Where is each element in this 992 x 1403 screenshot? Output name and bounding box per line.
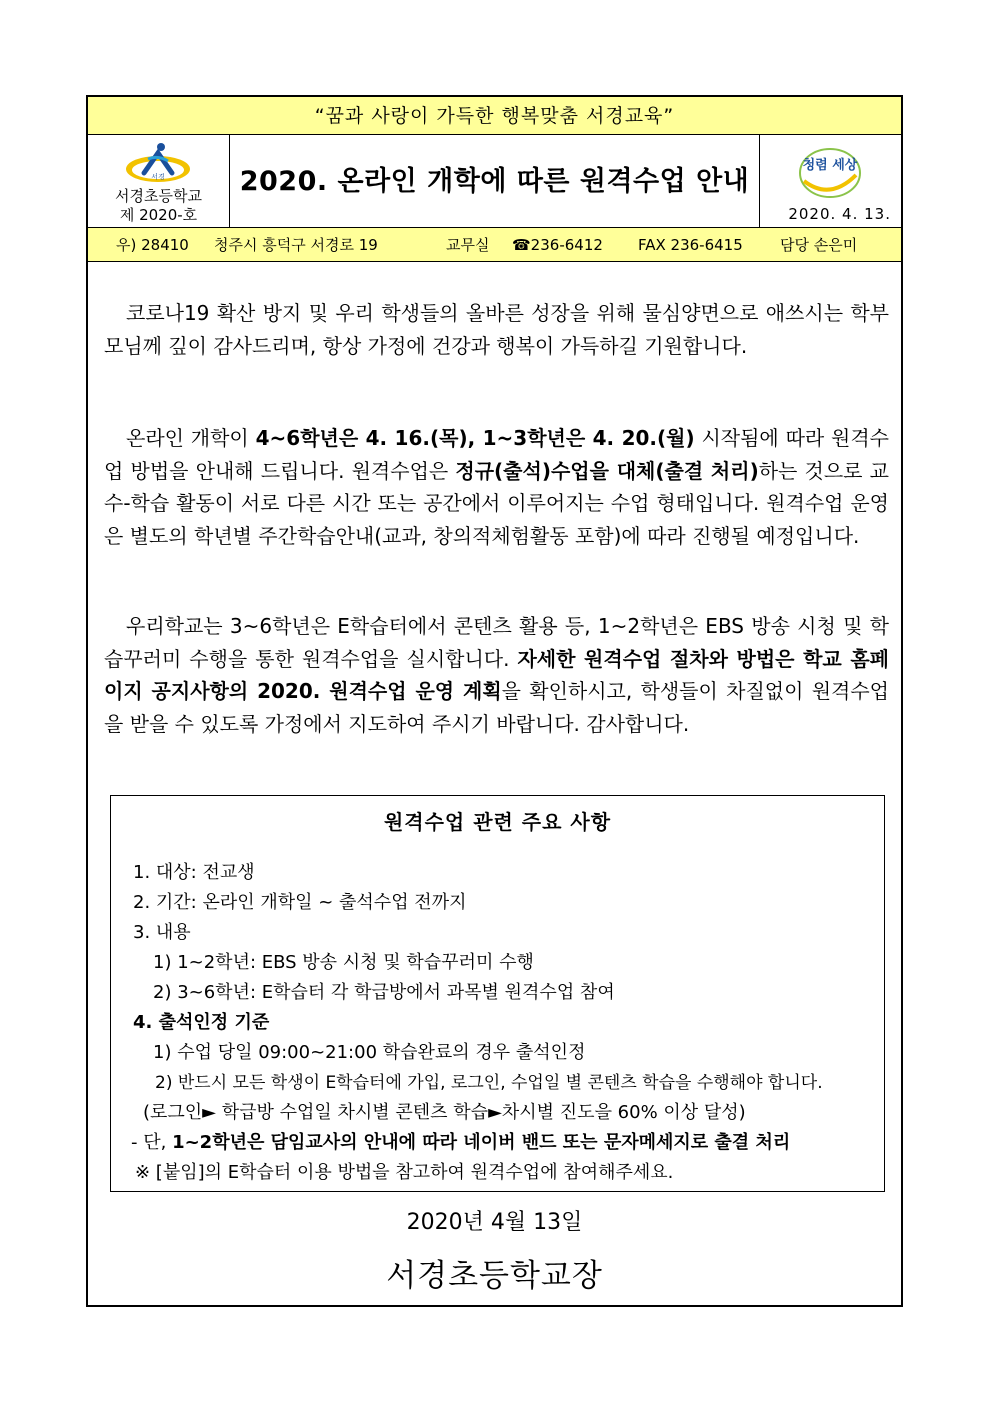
office-label: 교무실 <box>446 236 490 254</box>
paragraph-greeting <box>104 297 889 362</box>
item-attendance-1: 1) 수업 당일 09:00~21:00 학습완료의 경우 출석인정 <box>153 1042 586 1063</box>
document-frame <box>86 95 903 1307</box>
manager: 담당 손은미 <box>780 236 858 254</box>
school-logo-icon <box>124 139 192 185</box>
page-title: 2020. 온라인 개학에 따른 원격수업 안내 <box>239 166 750 197</box>
item-period: 2. 기간: 온라인 개학일 ~ 출석수업 전까지 <box>133 892 467 913</box>
note-grade-1-2: 1~2학년은 담임교사의 안내에 따라 네이버 밴드 또는 문자메세지로 출결 처리 <box>172 1132 791 1153</box>
school-name: 서경초등학교 <box>115 187 202 205</box>
schedule-text-2: 시작됨에 따라 원격수업 방법을 안내해 드립니다. 원격수업은 <box>104 426 890 483</box>
item-content-1: 1) 1~2학년: EBS 방송 시청 및 학습꾸러미 수행 <box>153 952 534 973</box>
schedule-dates: 4~6학년은 4. 16.(목), 1~3학년은 4. 20.(월) <box>255 426 695 450</box>
document-date: 2020. 4. 13. <box>788 205 891 223</box>
paragraph-schedule <box>104 422 889 552</box>
school-logo-label: 서경 <box>151 173 165 181</box>
item-reference: ※ [붙임]의 E학습터 이용 방법을 참고하여 원격수업에 참여해주세요. <box>135 1162 674 1183</box>
box-title: 원격수업 관련 주요 사항 <box>383 810 612 834</box>
schedule-text-1: 온라인 개학이 <box>126 426 256 450</box>
note-prefix: - 단, <box>131 1132 173 1153</box>
signature-date: 2020년 4월 13일 <box>406 1210 583 1235</box>
contact-bar <box>88 228 901 262</box>
school-block <box>88 135 230 227</box>
phone-number: ☎236-6412 <box>512 236 603 254</box>
item-content: 3. 내용 <box>133 922 191 943</box>
date-block <box>759 135 901 227</box>
signer-name: 서경초등학교장 <box>386 1258 603 1294</box>
header <box>88 135 901 228</box>
item-attendance: 4. 출석인정 기준 <box>133 1012 270 1033</box>
item-attendance-2: 2) 반드시 모든 학생이 E학습터에 가입, 로그인, 수업일 별 콘텐츠 학습을 수행해야 합니다. <box>155 1073 823 1093</box>
schedule-attendance: 정규(출석)수업을 대체(출결 처리) <box>455 458 759 483</box>
postal-code: 우) 28410 <box>116 236 189 254</box>
method-text-2: 을 확인하시고, 학생들이 차질없이 원격수업을 받을 수 있도록 가정에서 지도하여 주시기 바랍니다. 감사합니다. <box>104 679 889 736</box>
integrity-logo-label: 청렴 세상 <box>802 158 858 173</box>
motto-banner: “꿈과 사랑이 가득한 행복맞춤 서경교육” <box>88 97 901 135</box>
schedule-text-3: 하는 것으로 교수-학습 활동이 서로 다른 시간 또는 공간에서 이루어지는 수업 형태입니다. 원격수업 운영은 별도의 학년별 주간학습안내(교과, 창의적체험활동 포함)에 따라 진행될 예정입니다. <box>104 458 890 548</box>
item-attendance-3: (로그인► 학급방 수업일 차시별 콘텐츠 학습►차시별 진도을 60% 이상 달성) <box>143 1102 746 1123</box>
paragraph-method <box>104 610 889 740</box>
issue-number: 제 2020-호 <box>119 206 198 224</box>
fax-number: FAX 236-6415 <box>638 236 743 254</box>
item-content-2: 2) 3~6학년: E학습터 각 학급방에서 과목별 원격수업 참여 <box>153 982 615 1003</box>
address: 청주시 흥덕구 서경로 19 <box>214 236 378 254</box>
greeting-text: 코로나19 확산 방지 및 우리 학생들의 올바른 성장을 위해 물심양면으로 애쓰시는 학부모님께 깊이 감사드리며, 항상 가정에 건강과 행복이 가득하길 기원합니다. <box>104 301 889 358</box>
method-plan-notice: 자세한 원격수업 절차와 방법은 학교 홈페이지 공지사항의 2020. 원격수업 운영 계획 <box>104 646 889 703</box>
item-attendance-4 <box>131 1128 790 1154</box>
key-points-box <box>110 795 885 1192</box>
method-text-1: 우리학교는 3~6학년은 E학습터에서 콘텐츠 활용 등, 1~2학년은 EBS 방송 시청 및 학습꾸러미 수행을 통한 원격수업을 실시합니다. <box>104 614 889 671</box>
item-target: 1. 대상: 전교생 <box>133 862 255 883</box>
integrity-logo-icon <box>794 145 866 201</box>
